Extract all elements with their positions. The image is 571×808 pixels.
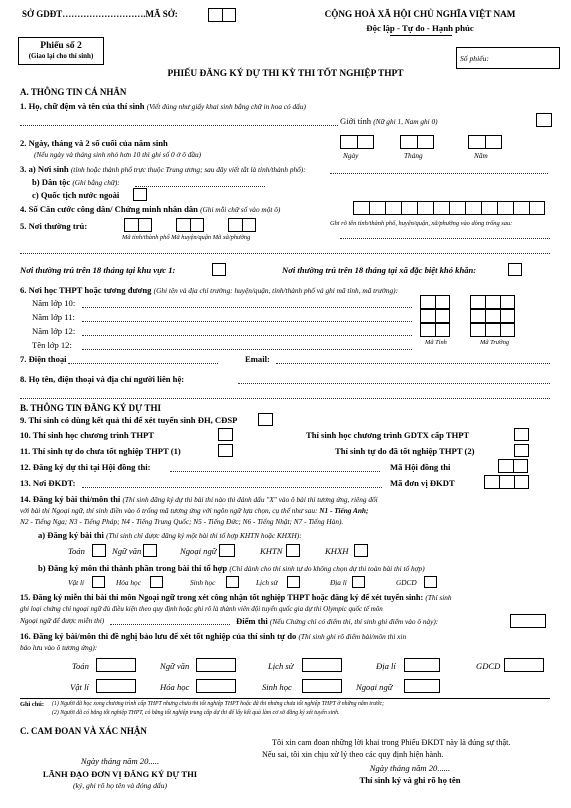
q5-code-captions: Mã tỉnh/thành phố Mã huyện/quận Mã xã/phường <box>122 234 251 241</box>
q16-note: (Thí sinh ghi rõ điểm bài/môn thi xin <box>298 632 407 641</box>
q16-sinhhoc: Sinh học <box>262 682 292 692</box>
q16-diali: Địa lí <box>376 661 396 671</box>
q12-line[interactable] <box>170 471 380 472</box>
motto-underline <box>390 35 452 36</box>
q14b-hoahoc: Hóa học <box>116 578 141 587</box>
so-gddt-label: SỞ GDĐT……………………….MÃ SỞ: <box>22 9 178 19</box>
q14a-label: a) Đăng ký bài thi <box>38 530 104 540</box>
q6-label: 6. Nơi học THPT hoặc tương đương <box>20 285 152 295</box>
lop12-line[interactable] <box>82 335 412 336</box>
q15-diem-note: (Nếu Chứng chỉ có điểm thi, thí sinh ghi điểm vào ô này): <box>269 617 439 626</box>
q4-line <box>20 205 280 214</box>
contact-line-2[interactable] <box>20 398 550 399</box>
lop11-school-code[interactable] <box>470 309 515 323</box>
q15-label: 15. Đăng ký miễn thi bài thi môn Ngoại ngữ trong xét công nhận tốt nghiệp THPT hoặc đăng ký để xét tuyển sinh: <box>20 593 424 602</box>
q14a-khtn-box[interactable] <box>286 544 300 557</box>
lop12-label: Năm lớp 12: <box>32 326 76 336</box>
q3a-line-fill[interactable] <box>330 173 548 174</box>
q3b-note: (Ghi bằng chữ): <box>72 178 120 187</box>
q3a-note: (tỉnh hoặc thành phố trực thuộc Trung ương; sau đây viết tắt là tỉnh/thành phố): <box>70 165 306 174</box>
q14b-gdcd: GDCD <box>396 578 417 587</box>
q14b-gdcd-box[interactable] <box>424 576 437 588</box>
digit-cell[interactable] <box>513 201 529 215</box>
digit-cell[interactable] <box>420 323 435 337</box>
q16-diali-box[interactable] <box>404 658 440 672</box>
province-code-boxes[interactable] <box>124 218 152 232</box>
registration-unit-code-boxes[interactable] <box>484 475 529 489</box>
digit-cell[interactable] <box>385 201 401 215</box>
digit-cell[interactable] <box>500 295 515 309</box>
q16-note2: bảo lưu vào ô tương ứng): <box>20 643 98 652</box>
lop12-province-code[interactable] <box>420 323 450 337</box>
student-sign-label: Thí sinh ký và ghi rõ họ tên <box>359 775 461 785</box>
q13-label: 13. Nơi ĐKDT: <box>20 478 76 488</box>
q14b-vatli: Vật lí <box>68 578 85 587</box>
q11-label: 11. Thí sinh tự do chưa tốt nghiệp THPT (1) <box>20 446 181 456</box>
q16-hoahoc-box[interactable] <box>196 679 236 693</box>
q5-note-right: Ghi rõ tên tỉnh/thành phố, huyện/quận, xã/phường vào dòng trống sau: <box>330 220 513 227</box>
q10-right-label: Thí sinh học chương trình GDTX cấp THPT <box>306 430 470 440</box>
q6-note: (Ghi tên và địa chỉ trường: huyện/quận, tỉnh/thành phố và ghi mã tỉnh, mã trường): <box>153 286 398 295</box>
q2-label: 2. Ngày, tháng và 2 số cuối của năm sinh <box>20 138 168 148</box>
q16-label: 16. Đăng ký bài/môn thi đề nghị bảo lưu để xét tốt nghiệp của thí sinh tự do <box>20 631 297 641</box>
ward-code-boxes[interactable] <box>228 218 256 232</box>
q14a-khxh-box[interactable] <box>354 544 368 557</box>
q14a-nguvan-box[interactable] <box>143 544 157 557</box>
notes-divider <box>20 698 550 699</box>
digit-cell[interactable] <box>485 309 500 323</box>
digit-cell[interactable] <box>485 323 500 337</box>
q14-note2-line <box>20 507 368 514</box>
q15-note3: Ngoại ngữ để được miễn thi) <box>20 616 105 625</box>
q16-toan-box[interactable] <box>96 658 136 672</box>
q14b-diali: Địa lí <box>330 578 347 587</box>
ma-so-boxes[interactable] <box>208 8 236 22</box>
q9-box[interactable] <box>258 413 273 426</box>
q14b-lichsu: Lịch sử <box>256 578 278 587</box>
section-b-title: B. THÔNG TIN ĐĂNG KÝ DỰ THI <box>20 403 161 413</box>
digit-cell[interactable] <box>353 201 369 215</box>
section-c-title: C. CAM ĐOAN VÀ XÁC NHẬN <box>20 726 147 736</box>
day-boxes[interactable] <box>340 135 374 149</box>
digit-cell[interactable] <box>435 323 450 337</box>
date-left: Ngày tháng năm 20..... <box>80 756 160 766</box>
republic-title: CỘNG HOÀ XÃ HỘI CHỦ NGHĨA VIỆT NAM <box>324 9 516 19</box>
lop11-label: Năm lớp 11: <box>32 312 75 322</box>
digit-cell[interactable] <box>499 475 514 489</box>
q7-label: 7. Điện thoại <box>20 354 67 364</box>
q11-right-label: Thí sinh tự do đã tốt nghiệp THPT (2) <box>335 446 475 456</box>
digit-cell[interactable] <box>417 135 434 149</box>
q12-right-label: Mã Hội đồng thi <box>390 462 451 472</box>
form-note: (Giao lại cho thí sinh) <box>28 52 94 60</box>
tenlop12-label: Tên lớp 12: <box>32 340 72 350</box>
q14b-hoahoc-box[interactable] <box>150 576 163 588</box>
digit-cell[interactable] <box>470 309 485 323</box>
q4-label: 4. Số Căn cước công dân/ Chứng minh nhân dân <box>20 204 198 214</box>
q16-vatli-box[interactable] <box>96 679 136 693</box>
q14b-sinhhoc: Sinh học <box>190 578 216 587</box>
q13-right-label: Mã đơn vị ĐKDT <box>390 478 455 488</box>
digit-cell[interactable] <box>433 201 449 215</box>
q15-line1 <box>20 594 452 602</box>
form-number-box <box>18 37 104 65</box>
lop10-label: Năm lớp 10: <box>32 298 76 308</box>
q14b-diali-box[interactable] <box>352 576 365 588</box>
q14b-sinhhoc-box[interactable] <box>226 576 239 588</box>
gender-box[interactable] <box>536 113 552 127</box>
leader-note: (ký, ghi rõ họ tên và đóng dấu) <box>72 781 168 790</box>
digit-cell[interactable] <box>449 201 465 215</box>
digit-cell[interactable] <box>529 201 545 215</box>
q1-note: (Viết đúng như giấy khai sinh bằng chữ in hoa có dấu) <box>146 102 306 111</box>
kv1-box[interactable] <box>212 263 226 276</box>
digit-cell[interactable] <box>176 218 190 232</box>
digit-cell[interactable] <box>369 201 385 215</box>
form-number: Phiếu số 2 <box>40 40 82 51</box>
q16-gdcd: GDCD <box>476 661 501 671</box>
date-right: Ngày tháng năm 20...... <box>369 763 451 773</box>
q16-toan: Toán <box>72 661 89 671</box>
q9-label: 9. Thí sinh có dùng kết quả thi để xét tuyển sinh ĐH, CĐSP <box>20 415 238 425</box>
tenlop12-line[interactable] <box>82 349 412 350</box>
digit-cell[interactable] <box>242 218 256 232</box>
q16-hoahoc: Hóa học <box>160 682 190 692</box>
notes-label: Ghi chú: <box>20 701 44 708</box>
q15-note1: (Thí sinh <box>425 593 452 602</box>
q16-line1 <box>20 632 406 641</box>
kv1-label: Nơi thường trú trên 18 tháng tại khu vực 1: <box>20 265 176 275</box>
q14-note2b: N1 - Tiếng Anh; <box>319 506 369 515</box>
digit-cell[interactable] <box>498 459 513 473</box>
q15-diem-box[interactable] <box>510 614 546 628</box>
q1-name-line[interactable] <box>20 125 338 126</box>
q14a-nguvan: Ngữ văn <box>112 546 142 556</box>
leader-title: LÃNH ĐẠO ĐƠN VỊ ĐĂNG KÝ DỰ THI <box>42 769 198 779</box>
q14b-vatli-box[interactable] <box>92 576 105 588</box>
form-title: PHIẾU ĐĂNG KÝ DỰ THI KỲ THI TỐT NGHIỆP THPT <box>167 69 404 79</box>
digit-cell[interactable] <box>514 475 529 489</box>
q16-lichsu-box[interactable] <box>302 658 342 672</box>
digit-cell[interactable] <box>190 218 204 232</box>
contact-line-1[interactable] <box>238 383 550 384</box>
email-label: Email: <box>245 354 270 364</box>
q5-address-line-2[interactable] <box>20 253 550 254</box>
digit-cell[interactable] <box>357 135 374 149</box>
note-1: (1) Người đã học xong chương trình cấp THPT nhưng chưa thi tốt nghiệp THPT hoặc đã thi nhưng chưa tốt nghiệp THPT ở những năm trước; <box>52 701 385 707</box>
digit-cell[interactable] <box>465 201 481 215</box>
year-caption: Năm <box>474 151 488 160</box>
motto: Độc lập - Tự do - Hạnh phúc <box>366 23 474 33</box>
q14b-label: b) Đăng ký môn thi thành phần trong bài thi tổ hợp <box>38 563 228 573</box>
day-caption: Ngày <box>343 151 359 160</box>
digit-cell[interactable] <box>340 135 357 149</box>
so-phieu-label: Số phiếu: <box>460 54 489 63</box>
month-caption: Tháng <box>404 151 423 160</box>
q16-nguvan: Ngữ văn <box>160 661 190 671</box>
digit-cell[interactable] <box>435 309 450 323</box>
q13-line[interactable] <box>82 487 382 488</box>
q6-line <box>20 286 398 295</box>
q2-note: (Nếu ngày và tháng sinh nhỏ hơn 10 thì ghi số 0 ở ô đầu) <box>34 150 202 159</box>
q14-note1: (Thí sinh đăng ký dự thi bài thi nào thì đánh dấu "X" vào ô bài thi tương ứng, riêng đối <box>122 495 378 504</box>
digit-cell[interactable] <box>420 309 435 323</box>
q15-diem-label: Điểm thi <box>236 616 268 626</box>
section-a-title: A. THÔNG TIN CÁ NHÂN <box>20 87 127 97</box>
digit-cell[interactable] <box>500 323 515 337</box>
district-code-boxes[interactable] <box>176 218 204 232</box>
q15-note2: ghi loại chứng chỉ ngoại ngữ đủ điều kiện theo quy định hoặc ghi rõ là thành viên đội tuyển quốc gia dự thi Olympic quốc tế môn <box>20 605 383 613</box>
ma-tinh-caption: Mã Tỉnh <box>425 339 447 346</box>
email-line[interactable] <box>276 363 550 364</box>
phone-line[interactable] <box>68 363 218 364</box>
q3a-line <box>20 165 306 174</box>
q8-label: 8. Họ tên, điện thoại và địa chỉ người liên hệ: <box>20 374 185 384</box>
digit-cell[interactable] <box>420 295 435 309</box>
digit-cell[interactable] <box>481 201 497 215</box>
q16-ngoaingu-box[interactable] <box>404 679 440 693</box>
q10-label: 10. Thí sinh học chương trình THPT <box>20 430 155 440</box>
q1-line <box>20 102 306 111</box>
digit-cell[interactable] <box>124 218 138 232</box>
digit-cell[interactable] <box>470 295 485 309</box>
digit-cell[interactable] <box>513 459 528 473</box>
q3b-line <box>32 178 120 187</box>
digit-cell[interactable] <box>500 309 515 323</box>
digit-cell[interactable] <box>208 8 222 22</box>
lop10-school-code[interactable] <box>470 295 515 309</box>
digit-cell[interactable] <box>484 475 499 489</box>
note-2: (2) Người đã có bằng tốt nghiệp THPT, có bằng tốt nghiệp trung cấp dự thi để lấy kết quả làm cơ sở đăng ký xét tuyển sinh. <box>52 710 340 716</box>
q15-diem-line <box>236 617 438 626</box>
q5-label: 5. Nơi thường trú: <box>20 221 88 231</box>
digit-cell[interactable] <box>228 218 242 232</box>
q14a-note: (Thí sinh chỉ được đăng ký một bài thi tổ hợp KHTN hoặc KHXH): <box>106 531 302 540</box>
q14-label: 14. Đăng ký bài thi/môn thi <box>20 494 121 504</box>
q16-gdcd-box[interactable] <box>504 658 544 672</box>
q14a-khtn: KHTN <box>260 546 283 556</box>
q11-right-box[interactable] <box>514 444 529 457</box>
q14-note3: N2 - Tiếng Nga; N3 - Tiếng Pháp; N4 - Tiếng Trung Quốc; N5 - Tiếng Đức; N6 - Tiếng Nhật; N7 - Tiếng Hàn). <box>20 517 344 526</box>
q10-box[interactable] <box>218 428 233 441</box>
q14a-toan-box[interactable] <box>92 544 106 557</box>
q3c-label: c) Quốc tịch nước ngoài <box>32 190 120 200</box>
q14b-line <box>38 564 425 573</box>
q16-lichsu: Lịch sử <box>268 661 294 671</box>
month-boxes[interactable] <box>400 135 434 149</box>
exam-council-code-boxes[interactable] <box>498 459 528 473</box>
q16-sinhhoc-box[interactable] <box>302 679 342 693</box>
q1-label: 1. Họ, chữ đệm và tên của thí sinh <box>20 101 145 111</box>
q14b-note: (Chỉ dành cho thí sinh tự do không chọn dự thi toàn bài thi tổ hợp) <box>229 564 425 573</box>
q14b-lichsu-box[interactable] <box>287 576 300 588</box>
q14a-ngoaingu: Ngoại ngữ <box>180 546 217 556</box>
q14-line1 <box>20 495 378 504</box>
gender-note: (Nữ ghi 1, Nam ghi 0) <box>373 117 438 126</box>
pledge-line-2: Nếu sai, tôi xin chịu xử lý theo các quy định hiện hành. <box>262 750 444 759</box>
so-phieu-box[interactable] <box>456 47 560 69</box>
q16-vatli: Vật lí <box>70 682 89 692</box>
q3b-fill[interactable] <box>135 186 265 187</box>
digit-cell[interactable] <box>497 201 513 215</box>
digit-cell[interactable] <box>417 201 433 215</box>
q16-ngoaingu: Ngoại ngữ <box>356 682 393 692</box>
q3c-box[interactable] <box>133 188 147 201</box>
q14a-toan: Toán <box>68 546 85 556</box>
digit-cell[interactable] <box>485 295 500 309</box>
lop11-line[interactable] <box>82 321 412 322</box>
lop12-school-code[interactable] <box>470 323 515 337</box>
gender-label: Giới tính <box>340 116 372 126</box>
digit-cell[interactable] <box>222 8 236 22</box>
digit-cell[interactable] <box>468 135 485 149</box>
digit-cell[interactable] <box>435 295 450 309</box>
digit-cell[interactable] <box>401 201 417 215</box>
q14a-line <box>38 531 302 540</box>
q4-note: (Ghi mỗi chữ số vào một ô) <box>200 205 281 214</box>
q15-line[interactable] <box>110 624 230 625</box>
gender-line <box>340 117 438 126</box>
digit-cell[interactable] <box>470 323 485 337</box>
dbkk-box[interactable] <box>508 263 522 276</box>
lop10-line[interactable] <box>82 307 412 308</box>
q3b-label: b) Dân tộc <box>32 177 71 187</box>
q3a-label: 3. a) Nơi sinh <box>20 164 69 174</box>
q14-note2: với bài thi Ngoại ngữ, thí sinh điền vào ô trống mã tương ứng với ngôn ngữ lựa chọn, cụ thể như sau: <box>20 506 318 515</box>
q12-label: 12. Đăng ký dự thi tại Hội đồng thi: <box>20 462 151 472</box>
id-number-boxes[interactable] <box>353 201 545 215</box>
pledge-line-1: Tôi xin cam đoan những lời khai trong Phiếu ĐKDT này là đúng sự thật. <box>272 738 511 747</box>
dbkk-label: Nơi thường trú trên 18 tháng tại xã đặc biệt khó khăn: <box>282 265 477 275</box>
q10-right-box[interactable] <box>514 428 529 441</box>
q14a-khxh: KHXH <box>325 546 349 556</box>
q14a-ngoaingu-box[interactable] <box>219 544 235 557</box>
year-boxes[interactable] <box>468 135 502 149</box>
lop11-province-code[interactable] <box>420 309 450 323</box>
digit-cell[interactable] <box>138 218 152 232</box>
digit-cell[interactable] <box>400 135 417 149</box>
ma-truong-caption: Mã Trường <box>480 339 510 346</box>
q11-box[interactable] <box>218 444 233 457</box>
q16-nguvan-box[interactable] <box>196 658 236 672</box>
q5-address-line-1[interactable] <box>340 238 550 239</box>
lop10-province-code[interactable] <box>420 295 450 309</box>
digit-cell[interactable] <box>485 135 502 149</box>
